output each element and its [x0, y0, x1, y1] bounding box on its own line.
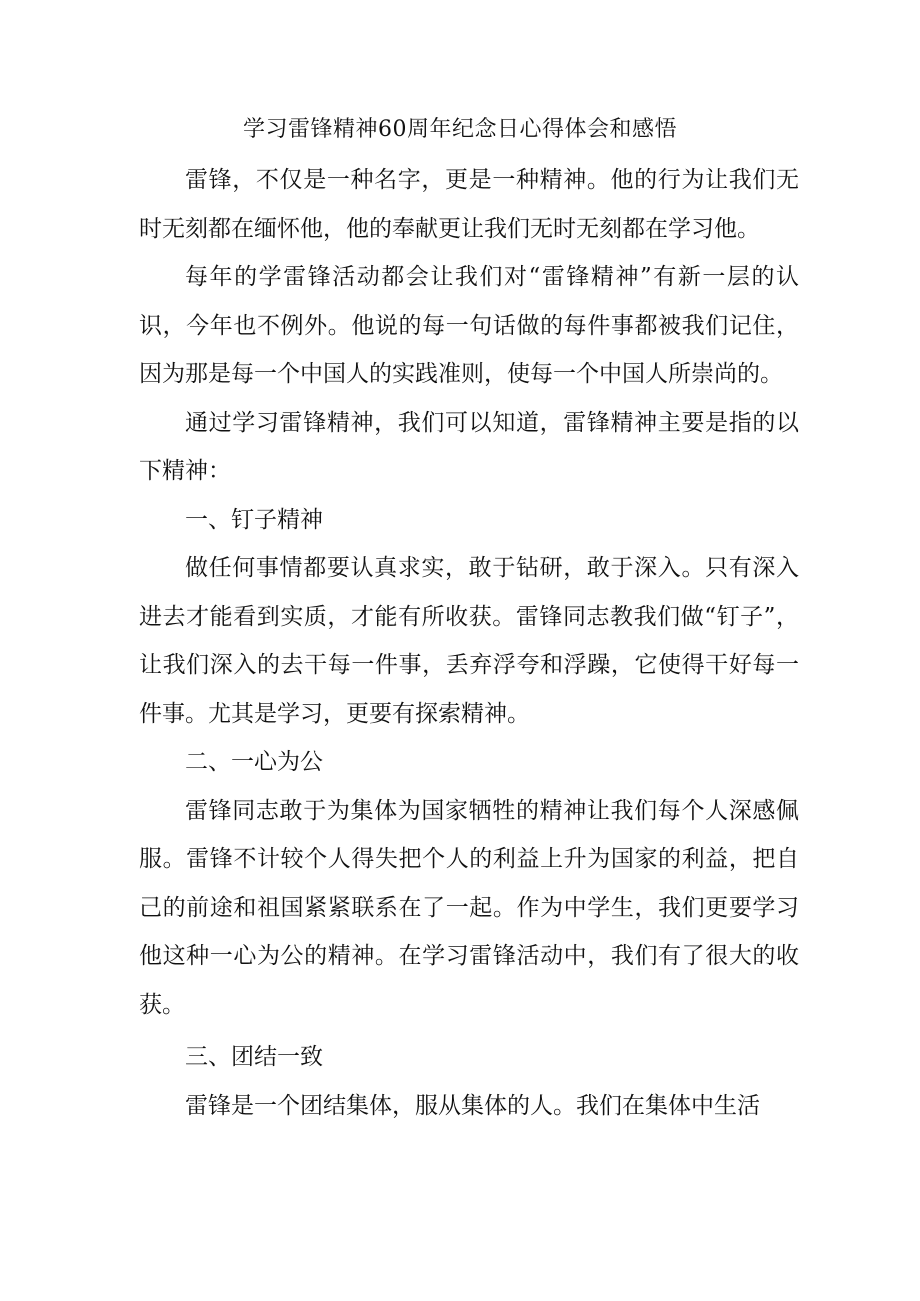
document-body: [139, 156, 799, 1130]
document-title: 学习雷锋精神60周年纪念日心得体会和感悟: [243, 117, 677, 142]
paragraph-annual-activity: 每年的学雷锋活动都会让我们对“雷锋精神”有新一层的认识，今年也不例外。他说的每一句话做的每件事都被我们记住，因为那是每一个中国人的实践准则，使每一个中国人所崇尚的。: [139, 264, 799, 387]
section-heading-nail-spirit: 一、钉子精神: [185, 506, 323, 533]
paragraph-intro: 雷锋，不仅是一种名字，更是一种精神。他的行为让我们无时无刻都在缅怀他，他的奉献更让我们无时无刻都在学习他。: [139, 167, 799, 242]
paragraph-spirit-overview: 通过学习雷锋精神，我们可以知道，雷锋精神主要是指的以下精神：: [139, 409, 799, 484]
paragraph-unity: 雷锋是一个团结集体，服从集体的人。我们在集体中生活: [185, 1092, 760, 1119]
paragraph-nail-spirit: 做任何事情都要认真求实，敢于钻研，敢于深入。只有深入进去才能看到实质，才能有所收获。雷锋同志教我们做“钉子”，让我们深入的去干每一件事，丢弃浮夸和浮躁，它使得干好每一件事。尤其是学习，更要有探索精神。: [139, 555, 799, 727]
paragraph-selfless: 雷锋同志敢于为集体为国家牺牲的精神让我们每个人深感佩服。雷锋不计较个人得失把个人的利益上升为国家的利益，把自己的前途和祖国紧紧联系在了一起。作为中学生，我们更要学习他这种一心为公的精神。在学习雷锋活动中，我们有了很大的收获。: [139, 797, 799, 1018]
section-heading-selfless: 二、一心为公: [185, 749, 323, 775]
section-heading-unity: 三、团结一致: [185, 1044, 323, 1070]
